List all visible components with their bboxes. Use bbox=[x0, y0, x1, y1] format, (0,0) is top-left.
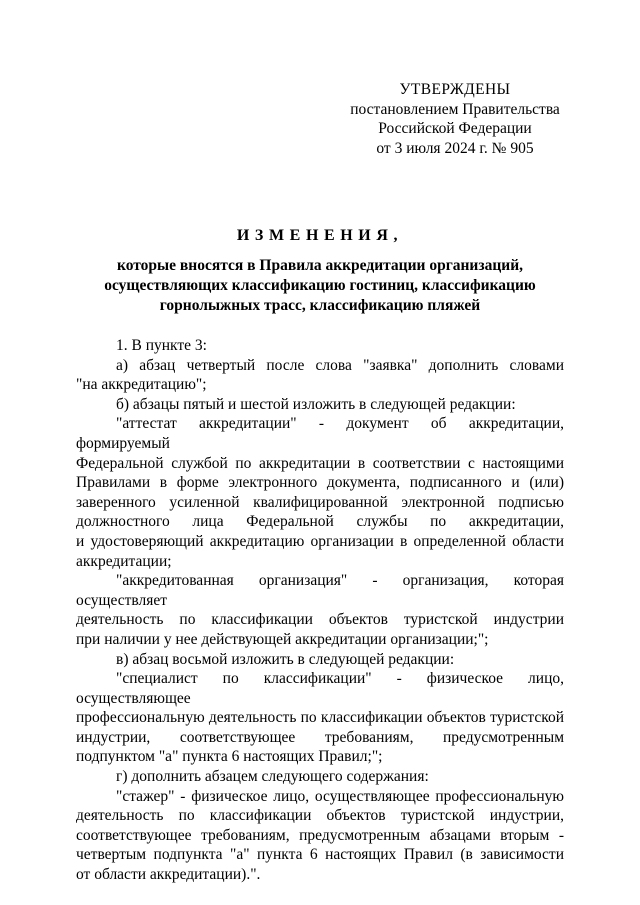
paragraph bbox=[76, 669, 564, 767]
document-body bbox=[76, 336, 564, 885]
paragraph-line: "аккредитованная организация" - организация, которая осуществляет bbox=[76, 572, 564, 609]
document-subtitle bbox=[60, 256, 580, 316]
paragraph bbox=[76, 787, 564, 885]
approval-line: Российской Федерации bbox=[378, 120, 532, 137]
paragraph-line: деятельность по классификации объектов туристской индустрии bbox=[76, 611, 564, 629]
paragraph-line: деятельность по классификации объектов туристской индустрии, bbox=[76, 807, 564, 825]
paragraph-line: "аттестат аккредитации" - документ об аккредитации, формируемый bbox=[76, 415, 564, 452]
paragraph-line: при наличии у нее действующей аккредитации организации;"; bbox=[76, 630, 489, 648]
document-heading bbox=[60, 226, 580, 316]
paragraph-line: заверенного усиленной квалифицированной электронной подписью bbox=[76, 493, 564, 511]
approval-line: от 3 июля 2024 г. № 905 bbox=[376, 139, 534, 157]
paragraph-line: от области аккредитации).". bbox=[76, 866, 261, 884]
paragraph-line: "стажер" - физическое лицо, осуществляющее профессиональную bbox=[116, 787, 564, 805]
paragraph-line: и удостоверяющий аккредитацию организации в определенной области bbox=[76, 532, 564, 550]
paragraph-line: должностного лица Федеральной службы по аккредитации, bbox=[76, 513, 564, 531]
approval-block bbox=[340, 80, 570, 158]
approval-title: УТВЕРЖДЕНЫ bbox=[399, 81, 511, 98]
paragraph: в) абзац восьмой изложить в следующей редакции: bbox=[116, 650, 455, 668]
paragraph-line: "на аккредитацию"; bbox=[76, 376, 207, 394]
paragraph-line: "специалист по классификации" - физическое лицо, осуществляющее bbox=[76, 670, 564, 707]
paragraph-line: профессиональную деятельность по классификации объектов туристской bbox=[76, 709, 564, 727]
paragraph-line: индустрии, соответствующее требованиям, предусмотренным bbox=[76, 728, 564, 746]
paragraph-line: Федеральной службой по аккредитации в соответствии с настоящими bbox=[76, 454, 564, 472]
paragraph bbox=[76, 356, 564, 395]
subtitle-line: осуществляющих классификацию гостиниц, классификацию bbox=[104, 277, 536, 294]
paragraph bbox=[76, 571, 564, 649]
paragraph-line: Правилами в форме электронного документа, подписанного и (или) bbox=[76, 474, 564, 492]
subtitle-line: которые вносятся в Правила аккредитации организаций, bbox=[116, 257, 524, 274]
paragraph-line: а) абзац четвертый после слова "заявка" дополнить словами bbox=[116, 356, 564, 374]
paragraph: г) дополнить абзацем следующего содержания: bbox=[116, 768, 429, 786]
document-title: ИЗМЕНЕНИЯ, bbox=[236, 227, 404, 244]
subtitle-line: горнолыжных трасс, классификацию пляжей bbox=[159, 297, 481, 314]
paragraph: 1. В пункте 3: bbox=[116, 337, 207, 354]
paragraph: б) абзацы пятый и шестой изложить в следующей редакции: bbox=[116, 395, 516, 413]
paragraph bbox=[76, 414, 564, 571]
paragraph-line: подпунктом "а" пункта 6 настоящих Правил;"; bbox=[76, 748, 383, 766]
paragraph-line: четвертым подпункта "а" пункта 6 настоящих Правил (в зависимости bbox=[76, 846, 564, 864]
paragraph-line: аккредитации; bbox=[76, 552, 172, 570]
approval-line: постановлением Правительства bbox=[350, 100, 560, 118]
paragraph-line: соответствующее требованиям, предусмотренным абзацами вторым - bbox=[76, 826, 564, 844]
